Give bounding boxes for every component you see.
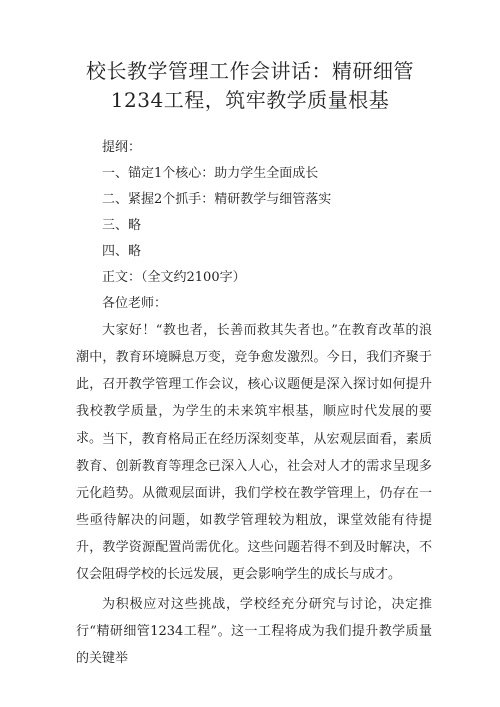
- body-paragraph-1: 大家好！“教也者，长善而救其失者也。”在教育改革的浪潮中，教育环境瞬息万变，竞争愈发激烈。今日，我们齐聚于此，召开教学管理工作会议，核心议题便是深入探讨如何提升我校教学质量，为学生的未来筑牢根基，顺应时代发展的要求。: [76, 323, 432, 446]
- outline-item-2: 二、紧握2个抓手：精研教学与细管落实: [102, 192, 332, 207]
- outline-item-3: 三、略: [102, 218, 142, 233]
- outline-item-1: 一、锚定1个核心：助力学生全面成长: [102, 166, 319, 181]
- body-paragraph-3: 为积极应对这些挑战，学校经充分研究与讨论，决定推行“精研细管1234工程”。这一工程将成为我们提升教学质量的关键举: [76, 597, 432, 666]
- body-paragraph-2: 当下，教育格局正在经历深刻变革，从宏观层面看，素质教育、创新教育等理念已深入人心，社会对人才的需求呈现多元化趋势。从微观层面讲，我们学校在教学管理上，仍存在一些亟待解决的问题，如教学管理较为粗放，课堂效能有待提升，教学资源配置尚需优化。这些问题若得不到及时解决，不仅会阻碍学校的长远发展，更会影响学生的成长与成才。: [76, 432, 432, 582]
- document-title: 校长教学管理工作会讲话：精研细管1234工程，筑牢教学质量根基: [86, 59, 414, 112]
- body-label: 正文：（全文约2100字）: [102, 270, 246, 285]
- salutation: 各位老师：: [102, 296, 168, 311]
- outline-item-4: 四、略: [102, 244, 142, 259]
- outline-label: 提纲：: [102, 140, 142, 155]
